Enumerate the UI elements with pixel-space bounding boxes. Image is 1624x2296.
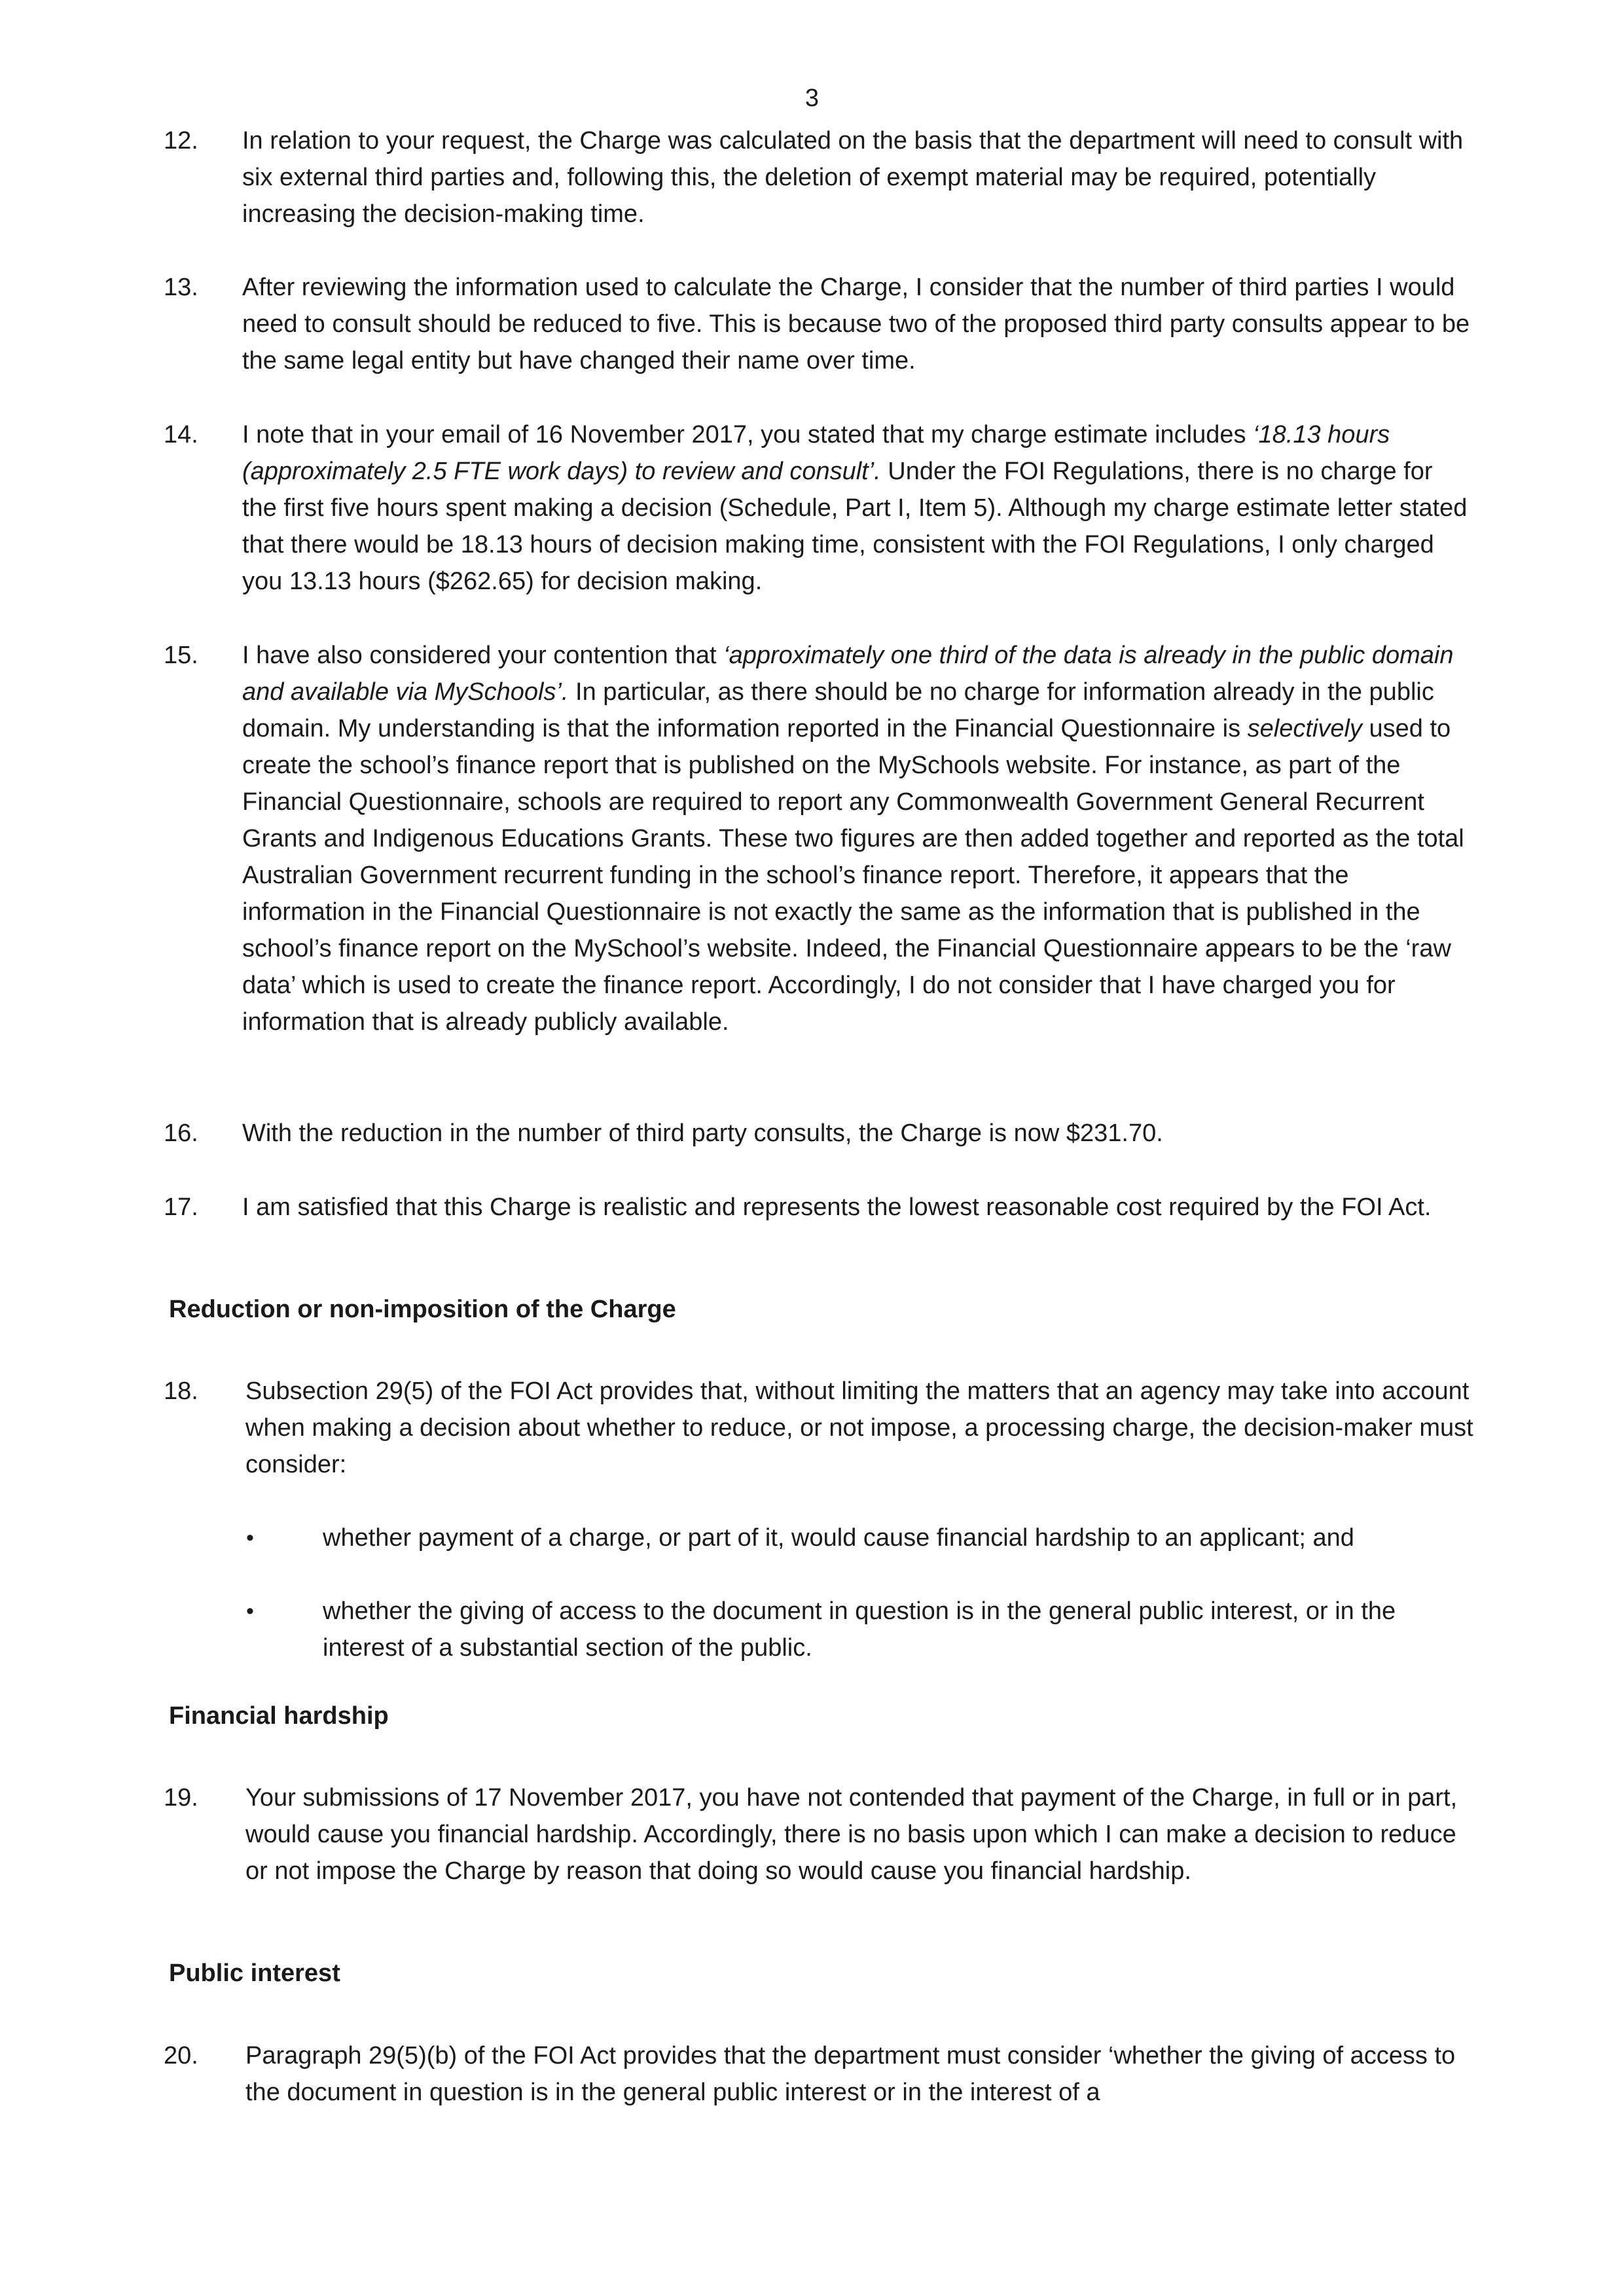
text-segment: After reviewing the information used to calculate the Charge, I consider that the number of third parties I would need to consult should be reduced to five. This is because two of the proposed third party consults appear to be the same legal entity but have changed their name over time. xyxy=(242,274,1470,374)
paragraph-number: 12. xyxy=(164,127,198,155)
paragraph-text xyxy=(242,637,1473,1040)
text-segment: Under the FOI Regulations, there is no charge for the first five hours spent making a decision (Schedule, Part I, Item 5). Although my charge estimate letter stated that there would be 18.13 hours of decision making time, consistent with the FOI Regulations, I only charged you 13.13 hours ($262.65) for decision making. xyxy=(242,458,1468,595)
paragraph-number: 16. xyxy=(164,1120,198,1147)
text-segment: In relation to your request, the Charge was calculated on the basis that the department will need to consult with six external third parties and, following this, the deletion of exempt material may be required, potentially increasing the decision-making time. xyxy=(242,127,1464,228)
italic-quote-text: ‘approximately one third of the data is already in the public domain and available via MySchools’. xyxy=(242,642,1454,706)
paragraph-text xyxy=(242,416,1473,600)
page-number: 3 xyxy=(804,84,820,112)
text-segment: Your submissions of 17 November 2017, you have not contended that payment of the Charge, in full or in part, would cause you financial hardship. Accordingly, there is no basis upon which I can make a decision to reduce or not impose the Charge by reason that doing so would cause you financial hardship. xyxy=(245,1784,1458,1885)
bullet-text: whether payment of a charge, or part of it, would cause financial hardship to an applicant; and xyxy=(323,1524,1354,1552)
paragraph-number: 19. xyxy=(164,1784,198,1812)
paragraph-number: 20. xyxy=(164,2042,198,2069)
text-segment: Subsection 29(5) of the FOI Act provides that, without limiting the matters that an agency may take into account when making a decision about whether to reduce, or not impose, a processing charge, the decision-maker must consider: xyxy=(245,1377,1473,1478)
italic-quote-text: ‘18.13 hours (approximately 2.5 FTE work days) to review and consult’. xyxy=(242,421,1390,485)
paragraph-number: 15. xyxy=(164,642,198,669)
paragraph-text xyxy=(242,269,1473,379)
text-segment: In particular, as there should be no charge for information already in the public domain. My understanding is that the information reported in the Financial Questionnaire is xyxy=(242,678,1434,742)
text-segment: I have also considered your contention that xyxy=(242,642,724,669)
paragraph-number: 18. xyxy=(164,1377,198,1405)
text-segment: With the reduction in the number of third party consults, the Charge is now $231.70. xyxy=(242,1120,1163,1147)
text-segment: I am satisfied that this Charge is realistic and represents the lowest reasonable cost required by the FOI Act. xyxy=(242,1194,1432,1221)
text-segment: Paragraph 29(5)(b) of the FOI Act provides that the department must consider ‘whether the giving of access to the document in question is in the general public interest or in the interest of a xyxy=(245,2042,1456,2106)
paragraph-number: 17. xyxy=(164,1194,198,1221)
paragraph-number: 13. xyxy=(164,274,198,301)
bullet-icon: • xyxy=(246,1525,254,1550)
paragraph-text xyxy=(242,1189,1473,1226)
paragraph-number: 14. xyxy=(164,421,198,448)
heading-financial-hardship: Financial hardship xyxy=(169,1702,389,1730)
text-segment: I note that in your email of 16 November 2017, you stated that my charge estimate includes xyxy=(242,421,1254,448)
heading-public-interest: Public interest xyxy=(169,1959,340,1987)
paragraph-text xyxy=(245,1373,1476,1483)
text-segment: used to create the school’s finance report that is published on the MySchools website. For instance, as part of the Financial Questionnaire, schools are required to report any Commonwealth Government General Recurrent Grants and Indigenous Educations Grants. These two figures are then added together and reported as the total Australian Government recurrent funding in the school’s finance report. Therefore, it appears that the information in the Financial Questionnaire is not exactly the same as the information that is published in the school’s finance report on the MySchool’s website. Indeed, the Financial Questionnaire appears to be the ‘raw data’ which is used to create the finance report. Accordingly, I do not consider that I have charged you for information that is already publicly available. xyxy=(242,715,1464,1036)
bullet-icon: • xyxy=(246,1599,254,1624)
paragraph-text xyxy=(245,1779,1476,1889)
bullet-text: whether the giving of access to the document in question is in the general public interest, or in the interest of a substantial section of the public. xyxy=(323,1597,1396,1662)
paragraph-text xyxy=(242,1115,1473,1152)
italic-quote-text: selectively xyxy=(1247,715,1362,742)
heading-reduction: Reduction or non-imposition of the Charge xyxy=(169,1296,676,1323)
paragraph-text xyxy=(245,2037,1476,2111)
paragraph-text xyxy=(242,122,1473,232)
